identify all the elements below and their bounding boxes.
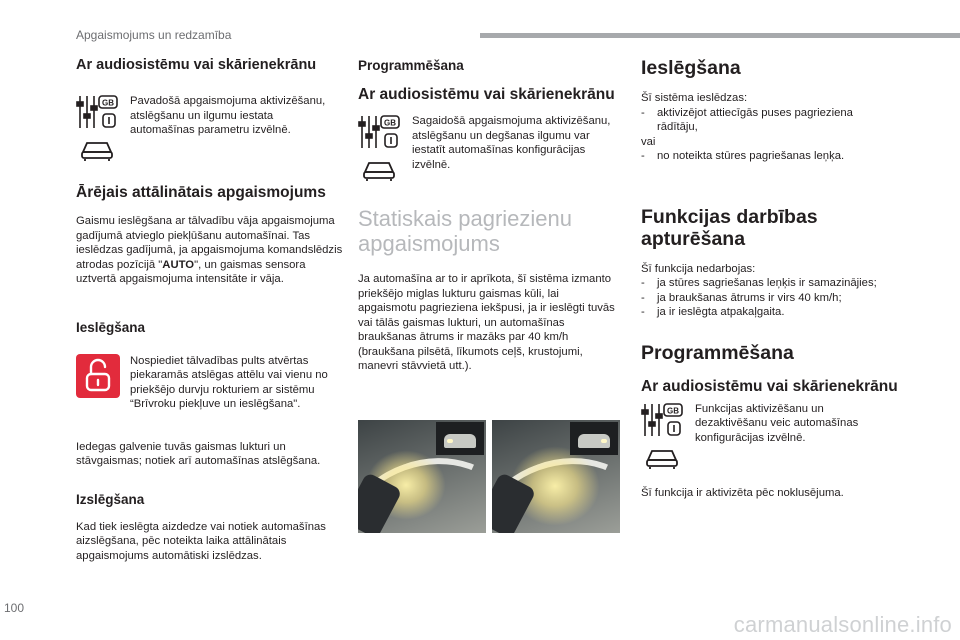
exterior-lighting-text: Gaismu ieslēgšana ar tālvadību vāja apgaismojuma gadījumā atvieglo piekļūšanu automašīnai. Tas ieslēdzas gadījumā, ja apgaismojuma komandslēdzis atrodas pozīcijā "AUTO", un gaismas sensora uztvertā apgaismojuma intensitāte ir vāja. — [76, 215, 343, 285]
switch-on-intro: Šī sistēma ieslēdzas: — [641, 92, 748, 104]
svg-text:GB: GB — [102, 98, 114, 108]
header-bar — [480, 33, 960, 38]
cornering-light-illustrations — [358, 420, 620, 533]
svg-text:GB: GB — [384, 118, 396, 128]
static-cornering-text: Ja automašīna ar to ir aprīkota, šī sistēma izmanto priekšējo miglas lukturu gaismas kūli, lai apgaismotu pagrieziena iekšpusi, ja ir ieslēgti tuvās vai tālās gaismas lukturi, un automašīnas braukšanas ātrums ir mazāks par 40 km/h (braukšana pilsētā, līkumots ceļš, krustojumi, manevri stāvvietā utt.). — [358, 273, 615, 372]
heading-programming: Programmēšana — [358, 58, 464, 73]
column-right — [641, 52, 911, 500]
remote-on-text-2: Iedegas galvenie tuvās gaismas lukturi un stāvgaismas; notiek arī automašīnas atslēgšana. — [76, 440, 321, 467]
heading-audio-system: Ar audiosistēmu vai skārienekrānu — [76, 57, 317, 73]
car-front-icon — [80, 138, 114, 162]
settings-sliders-gb-icon — [76, 94, 120, 130]
unlock-padlock-icon — [76, 354, 120, 398]
list-item: - ja stūres sagriešanas leņķis ir samazinājies; — [641, 276, 911, 291]
list-item: - aktivizējot attiecīgās puses pagrieziena rādītāju, — [641, 106, 882, 135]
switch-off-text: Kad tiek ieslēgta aizdedze vai notiek automašīnas aizslēgšana, pēc noteikta laika attālinātais apgaismojums automātiski izslēdzas. — [76, 520, 326, 562]
audio-settings-row — [76, 94, 346, 164]
deactivation-list — [641, 276, 911, 320]
car-front-icon — [645, 446, 679, 470]
heading-programming-2: Programmēšana — [641, 341, 794, 364]
list-item: - ja ir ieslēgta atpakaļgaita. — [641, 305, 911, 320]
heading-switch-off: Izslēgšana — [76, 491, 145, 507]
default-state-text: Šī funkcija ir aktivizēta pēc noklusējuma. — [641, 486, 844, 499]
heading-exterior-lighting: Ārējais attālinātais apgaismojums — [76, 184, 326, 201]
settings-sliders-gb-icon — [358, 114, 402, 150]
switch-on-list-2 — [641, 149, 911, 164]
illustration-right-turn — [492, 420, 620, 533]
svg-text:GB: GB — [667, 406, 679, 415]
list-item: - ja braukšanas ātrums ir virs 40 km/h; — [641, 291, 911, 306]
illustration-left-turn — [358, 420, 486, 533]
welcome-lighting-text: Sagaidošā apgaismojuma aktivizēšanu, atslēgšanu un degšanas ilgumu var iestatīt automašīnas konfigurācijas izvēlnē. — [412, 115, 611, 171]
icon-group — [641, 402, 685, 470]
heading-static-cornering: Statiskais pagriezienu apgaismojums — [358, 206, 573, 256]
icon-group — [358, 114, 402, 182]
welcome-lighting-row — [358, 114, 620, 184]
heading-audio-system-3: Ar audiosistēmu vai skārienekrānu — [641, 377, 898, 395]
column-middle — [358, 52, 620, 374]
cornering-settings-text: Funkcijas aktivizēšanu un dezaktivēšanu veic automašīnas konfigurācijas izvēlnē. — [695, 402, 859, 444]
cornering-settings-row — [641, 402, 911, 472]
heading-switch-on-2: Ieslēgšana — [641, 57, 741, 79]
page-number: 100 — [4, 601, 25, 615]
car-front-icon — [362, 158, 396, 182]
switch-on-list-1 — [641, 106, 911, 135]
settings-sliders-gb-icon — [641, 402, 685, 438]
watermark: carmanualsonline.info — [733, 612, 952, 637]
audio-settings-text: Pavadošā apgaismojuma aktivizēšanu, atslēgšanu un ilgumu iestata automašīnas parametru izvēlnē. — [130, 95, 326, 136]
car-front-inset — [570, 422, 618, 455]
switch-on-or: vai — [641, 135, 656, 148]
running-header: Apgaismojums un redzamība — [76, 28, 232, 42]
column-left — [76, 52, 346, 563]
remote-on-text: Nospiediet tālvadības pults atvērtas piekaramās atslēgas attēlu vai vienu no priekšējo durvju rokturiem ar sistēmu “Brīvroku piekļuve un ieslēgšana". — [130, 354, 328, 410]
list-item: - no noteikta stūres pagriešanas leņķa. — [641, 149, 911, 164]
deactivation-intro: Šī funkcija nedarbojas: — [641, 262, 756, 275]
remote-on-row — [76, 354, 346, 430]
icon-group — [76, 94, 120, 162]
heading-switch-on: Ieslēgšana — [76, 319, 146, 335]
heading-deactivation: Funkcijas darbības apturēšana — [641, 205, 818, 250]
car-front-inset — [436, 422, 484, 455]
heading-audio-system-2: Ar audiosistēmu vai skārienekrānu — [358, 86, 615, 103]
